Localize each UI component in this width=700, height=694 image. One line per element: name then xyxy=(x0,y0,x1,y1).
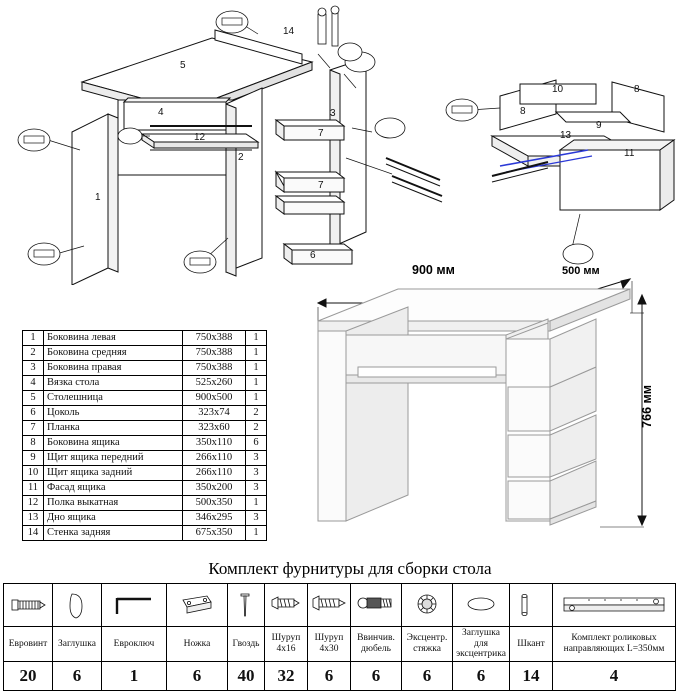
table-row xyxy=(23,451,267,466)
part-quantity: 6 xyxy=(246,436,267,451)
part-dimension: 900x500 xyxy=(183,391,246,406)
part-number: 12 xyxy=(23,496,44,511)
part-quantity: 1 xyxy=(246,331,267,346)
part-name: Дно ящика xyxy=(44,511,183,526)
cap-plug-icon xyxy=(53,584,102,627)
part-quantity: 1 xyxy=(246,346,267,361)
part-dimension: 750x388 xyxy=(183,361,246,376)
svg-text:13: 13 xyxy=(560,130,572,141)
part-dimension: 350x200 xyxy=(183,481,246,496)
hardware-quantity: 6 xyxy=(351,661,402,690)
hardware-quantity: 6 xyxy=(402,661,453,690)
cam-cover-icon xyxy=(453,584,510,627)
part-number: 3 xyxy=(23,361,44,376)
part-number: 8 xyxy=(23,436,44,451)
dowel-icon xyxy=(510,584,553,627)
part-quantity: 1 xyxy=(246,391,267,406)
part-name: Планка xyxy=(44,421,183,436)
svg-text:9: 9 xyxy=(596,120,602,131)
part-name: Стенка задняя xyxy=(44,526,183,541)
part-dimension: 350x110 xyxy=(183,436,246,451)
hardware-quantity: 40 xyxy=(228,661,265,690)
svg-text:10: 10 xyxy=(552,84,564,95)
part-dimension: 750x388 xyxy=(183,331,246,346)
hardware-qty-row xyxy=(4,661,676,690)
depth-dimension-label: 500 мм xyxy=(562,265,600,277)
hardware-section-title: Комплект фурнитуры для сборки стола xyxy=(208,559,492,578)
part-quantity: 1 xyxy=(246,361,267,376)
part-quantity: 3 xyxy=(246,481,267,496)
part-dimension: 500x350 xyxy=(183,496,246,511)
part-number: 10 xyxy=(23,466,44,481)
height-dimension-label: 766 мм xyxy=(640,385,654,428)
screw-4x30-icon xyxy=(308,584,351,627)
table-row xyxy=(23,466,267,481)
part-quantity: 2 xyxy=(246,421,267,436)
part-quantity: 3 xyxy=(246,511,267,526)
part-name: Столешница xyxy=(44,391,183,406)
hardware-name: Заглушка для эксцентрика xyxy=(453,627,510,662)
hardware-quantity: 1 xyxy=(102,661,167,690)
part-dimension: 525x260 xyxy=(183,376,246,391)
part-dimension: 675x350 xyxy=(183,526,246,541)
svg-text:8: 8 xyxy=(520,106,526,117)
hardware-quantity: 6 xyxy=(53,661,102,690)
part-number: 5 xyxy=(23,391,44,406)
part-name: Боковина правая xyxy=(44,361,183,376)
hardware-name: Комплект роликовых направляющих L=350мм xyxy=(553,627,676,662)
part-quantity: 3 xyxy=(246,466,267,481)
part-name: Щит ящика задний xyxy=(44,466,183,481)
table-row xyxy=(23,526,267,541)
table-row xyxy=(23,511,267,526)
table-row xyxy=(23,361,267,376)
hardware-quantity: 6 xyxy=(308,661,351,690)
part-name: Боковина средняя xyxy=(44,346,183,361)
svg-text:7: 7 xyxy=(318,180,324,191)
leg-icon xyxy=(167,584,228,627)
svg-text:12: 12 xyxy=(194,132,206,143)
hardware-name: Евроключ xyxy=(102,627,167,662)
part-dimension: 266x110 xyxy=(183,451,246,466)
svg-text:8: 8 xyxy=(634,84,640,95)
screw-4x16-icon xyxy=(265,584,308,627)
table-row xyxy=(23,346,267,361)
svg-text:7: 7 xyxy=(318,128,324,139)
svg-text:1: 1 xyxy=(95,192,101,203)
table-row xyxy=(23,421,267,436)
hardware-name: Ввинчив. дюбель xyxy=(351,627,402,662)
part-quantity: 3 xyxy=(246,451,267,466)
part-number: 9 xyxy=(23,451,44,466)
hardware-quantity: 6 xyxy=(167,661,228,690)
hardware-name: Шуруп 4х30 xyxy=(308,627,351,662)
svg-text:4: 4 xyxy=(158,107,164,118)
parts-table xyxy=(22,330,267,541)
hardware-icon-row xyxy=(4,584,676,627)
svg-text:11: 11 xyxy=(624,148,635,159)
hardware-name: Заглушка xyxy=(53,627,102,662)
part-quantity: 1 xyxy=(246,496,267,511)
hardware-name-row xyxy=(4,627,676,662)
width-dimension-label: 900 мм xyxy=(412,263,455,277)
part-number: 14 xyxy=(23,526,44,541)
svg-text:6: 6 xyxy=(310,250,316,261)
hardware-name: Шуруп 4х16 xyxy=(265,627,308,662)
screw-in-dowel-icon xyxy=(351,584,402,627)
hardware-name: Шкант xyxy=(510,627,553,662)
svg-text:14: 14 xyxy=(283,26,295,37)
part-quantity: 2 xyxy=(246,406,267,421)
table-row xyxy=(23,331,267,346)
part-dimension: 323x74 xyxy=(183,406,246,421)
part-quantity: 1 xyxy=(246,376,267,391)
svg-text:2: 2 xyxy=(238,152,244,163)
part-number: 2 xyxy=(23,346,44,361)
hardware-quantity: 20 xyxy=(4,661,53,690)
hardware-quantity: 6 xyxy=(453,661,510,690)
parts-table-body xyxy=(23,331,267,541)
hardware-quantity: 4 xyxy=(553,661,676,690)
hardware-name: Гвоздь xyxy=(228,627,265,662)
hardware-quantity: 32 xyxy=(265,661,308,690)
part-number: 11 xyxy=(23,481,44,496)
table-row xyxy=(23,391,267,406)
part-name: Боковина ящика xyxy=(44,436,183,451)
euro-screw-icon xyxy=(4,584,53,627)
exploded-assembly-diagram xyxy=(0,0,700,280)
finished-desk-drawing xyxy=(300,255,690,555)
part-name: Вязка стола xyxy=(44,376,183,391)
hex-key-icon xyxy=(102,584,167,627)
part-quantity: 1 xyxy=(246,526,267,541)
part-name: Полка выкатная xyxy=(44,496,183,511)
part-dimension: 323x60 xyxy=(183,421,246,436)
svg-text:5: 5 xyxy=(180,60,186,71)
hardware-table xyxy=(3,583,676,691)
part-dimension: 750x388 xyxy=(183,346,246,361)
part-name: Цоколь xyxy=(44,406,183,421)
part-dimension: 266x110 xyxy=(183,466,246,481)
hardware-name: Ножка xyxy=(167,627,228,662)
table-row xyxy=(23,481,267,496)
part-number: 6 xyxy=(23,406,44,421)
part-number: 1 xyxy=(23,331,44,346)
hardware-quantity: 14 xyxy=(510,661,553,690)
nail-icon xyxy=(228,584,265,627)
part-dimension: 346x295 xyxy=(183,511,246,526)
part-name: Боковина левая xyxy=(44,331,183,346)
part-name: Фасад ящика xyxy=(44,481,183,496)
cam-lock-icon xyxy=(402,584,453,627)
drawer-slide-icon xyxy=(553,584,676,627)
table-row xyxy=(23,406,267,421)
table-row xyxy=(23,436,267,451)
hardware-name: Эксцентр. стяжка xyxy=(402,627,453,662)
hardware-name: Евровинт xyxy=(4,627,53,662)
part-name: Щит ящика передний xyxy=(44,451,183,466)
part-number: 4 xyxy=(23,376,44,391)
part-number: 7 xyxy=(23,421,44,436)
part-number: 13 xyxy=(23,511,44,526)
table-row xyxy=(23,496,267,511)
table-row xyxy=(23,376,267,391)
svg-text:3: 3 xyxy=(330,108,336,119)
